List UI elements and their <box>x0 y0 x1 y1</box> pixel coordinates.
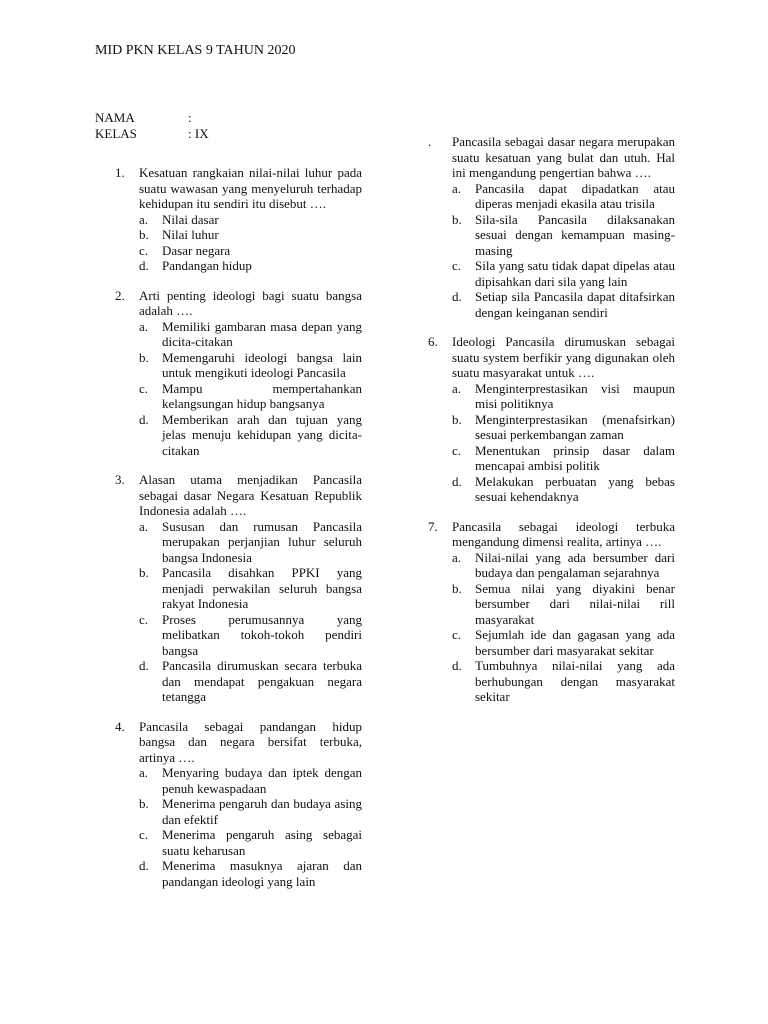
option-b <box>452 212 675 259</box>
option-letter: a. <box>139 211 149 227</box>
option-b <box>452 581 675 628</box>
option-text: Nilai dasar <box>162 211 219 227</box>
class-value: : IX <box>188 125 209 141</box>
option-text: Menginterprestasikan (menafsirkan) sesuai perkembangan zaman <box>475 411 675 442</box>
question-4 <box>115 719 362 890</box>
option-text: Setiap sila Pancasila dapat ditafsirkan dengan keinganan sendiri <box>475 289 675 320</box>
option-text: Memengaruhi ideologi bangsa lain untuk mengikuti ideologi Pancasila <box>162 349 362 380</box>
option-letter: b. <box>452 211 462 227</box>
question-number: 4. <box>115 718 125 734</box>
option-a <box>139 319 362 350</box>
question-number: 3. <box>115 472 125 487</box>
option-letter: c. <box>139 380 149 396</box>
question-6 <box>428 334 675 505</box>
option-text: Sususan dan rumusan Pancasila merupakan perjanjian luhur seluruh bangsa Indonesia <box>162 518 362 565</box>
name-label: NAMA <box>95 110 135 125</box>
option-text: Memberikan arah dan tujuan yang jelas menuju kehidupan yang dicita-citakan <box>162 411 362 458</box>
option-letter: a. <box>452 180 462 196</box>
option-letter: c. <box>452 258 462 273</box>
option-text: Memiliki gambaran masa depan yang dicita-citakan <box>162 318 362 349</box>
question-number: 7. <box>428 518 438 534</box>
option-text: Pancasila dirumuskan secara terbuka dan mendapat pengakuan negara tetangga <box>162 658 362 704</box>
question-text: Arti penting ideologi bagi suatu bangsa adalah …. <box>139 287 362 318</box>
question-7 <box>428 519 675 705</box>
option-letter: d. <box>452 658 462 673</box>
option-b <box>452 412 675 443</box>
option-text: Menentukan prinsip dasar dalam mencapai ambisi politik <box>475 442 675 473</box>
option-text: Mampu mempertahankan kelangsungan hidup bangsanya <box>162 380 362 411</box>
option-letter: b. <box>139 349 149 365</box>
question-text: Pancasila sebagai pandangan hidup bangsa dan negara bersifat terbuka, artinya …. <box>139 718 362 765</box>
option-letter: c. <box>139 827 149 842</box>
option-text: Menginterprestasikan visi maupun misi politiknya <box>475 380 675 411</box>
option-text: Proses perumusannya yang melibatkan tokoh-tokoh pendiri bangsa <box>162 611 362 658</box>
option-letter: c. <box>139 242 149 258</box>
option-letter: d. <box>139 258 149 273</box>
option-d <box>452 289 675 320</box>
option-text: Semua nilai yang diyakini benar bersumber dari nilai-nilai rill masyarakat <box>475 580 675 627</box>
option-d <box>452 658 675 705</box>
option-c <box>139 243 362 259</box>
option-text: Sila yang satu tidak dapat dipelas atau dipisahkan dari sila yang lain <box>475 258 675 289</box>
document-title: MID PKN KELAS 9 TAHUN 2020 <box>95 43 296 58</box>
option-letter: a. <box>139 765 149 780</box>
class-label: KELAS <box>95 125 137 141</box>
option-letter: c. <box>452 442 462 458</box>
option-text: Tumbuhnya nilai-nilai yang ada berhubungan dengan masyarakat sekitar <box>475 658 675 704</box>
option-a <box>139 212 362 228</box>
question-number: 6. <box>428 334 438 349</box>
option-c <box>139 827 362 858</box>
option-text: Nilai luhur <box>162 227 219 242</box>
question-number: 2. <box>115 287 125 303</box>
option-b <box>139 565 362 612</box>
option-text: Pancasila dapat dipadatkan atau diperas menjadi ekasila atau trisila <box>475 180 675 211</box>
option-letter: a. <box>139 318 149 334</box>
option-text: Sila-sila Pancasila dilaksanakan sesuai dengan kemampuan masing-masing <box>475 211 675 258</box>
right-column <box>428 134 675 719</box>
option-text: Dasar negara <box>162 242 231 258</box>
option-text: Sejumlah ide dan gagasan yang ada bersumber dari masyarakat sekitar <box>475 627 675 658</box>
name-value: : <box>188 110 192 125</box>
option-b <box>139 227 362 243</box>
student-info <box>95 110 355 141</box>
option-text: Melakukan perbuatan yang bebas sesuai kehendaknya <box>475 473 675 504</box>
option-letter: a. <box>452 380 462 396</box>
option-letter: d. <box>452 289 462 304</box>
option-letter: d. <box>452 473 462 489</box>
option-d <box>139 258 362 274</box>
option-text: Menerima pengaruh dan budaya asing dan efektif <box>162 796 362 827</box>
name-row <box>95 110 355 126</box>
option-letter: b. <box>452 411 462 427</box>
option-c <box>452 258 675 289</box>
option-a <box>452 381 675 412</box>
option-text: Menerima pengaruh asing sebagai suatu keharusan <box>162 827 362 858</box>
option-text: Nilai-nilai yang ada bersumber dari budaya dan pengalaman sejarahnya <box>475 549 675 580</box>
option-text: Menerima masuknya ajaran dan pandangan ideologi yang lain <box>162 858 362 889</box>
question-3 <box>115 472 362 705</box>
option-letter: d. <box>139 658 149 673</box>
option-b <box>139 796 362 827</box>
option-letter: a. <box>452 549 462 565</box>
option-letter: a. <box>139 518 149 534</box>
question-number: . <box>428 134 432 149</box>
option-b <box>139 350 362 381</box>
option-d <box>139 658 362 705</box>
question-text: Ideologi Pancasila dirumuskan sebagai suatu system berfikir yang digunakan oleh suatu masyarakat untuk …. <box>452 334 675 380</box>
option-letter: d. <box>139 411 149 427</box>
option-text: Pandangan hidup <box>162 258 252 273</box>
option-c <box>139 612 362 659</box>
question-5 <box>428 134 675 320</box>
option-a <box>139 765 362 796</box>
question-2 <box>115 288 362 459</box>
option-a <box>452 550 675 581</box>
option-d <box>139 412 362 459</box>
option-letter: b. <box>452 580 462 596</box>
class-row <box>95 126 355 142</box>
option-letter: b. <box>139 227 149 242</box>
option-letter: c. <box>452 627 462 642</box>
question-text: Alasan utama menjadikan Pancasila sebagai dasar Negara Kesatuan Republik Indonesia adalah …. <box>139 472 362 518</box>
option-d <box>452 474 675 505</box>
question-text: Pancasila sebagai ideologi terbuka mengandung dimensi realita, artinya …. <box>452 518 675 549</box>
question-text: Kesatuan rangkaian nilai-nilai luhur pada suatu wawasan yang menyeluruh terhadap kehidupan itu sendiri itu disebut …. <box>139 165 362 211</box>
question-1 <box>115 165 362 274</box>
option-a <box>452 181 675 212</box>
option-letter: b. <box>139 796 149 811</box>
option-c <box>452 443 675 474</box>
option-c <box>139 381 362 412</box>
option-d <box>139 858 362 889</box>
option-text: Pancasila disahkan PPKI yang menjadi perwakilan seluruh bangsa rakyat Indonesia <box>162 565 362 611</box>
question-text: Pancasila sebagai dasar negara merupakan suatu kesatuan yang bulat dan utuh. Hal ini mengandung pengertian bahwa …. <box>452 134 675 180</box>
option-letter: c. <box>139 611 149 627</box>
option-text: Menyaring budaya dan iptek dengan penuh kewaspadaan <box>162 765 362 796</box>
option-letter: b. <box>139 565 149 580</box>
question-number: 1. <box>115 165 125 180</box>
left-column <box>115 165 362 903</box>
option-c <box>452 627 675 658</box>
option-letter: d. <box>139 858 149 873</box>
option-a <box>139 519 362 566</box>
